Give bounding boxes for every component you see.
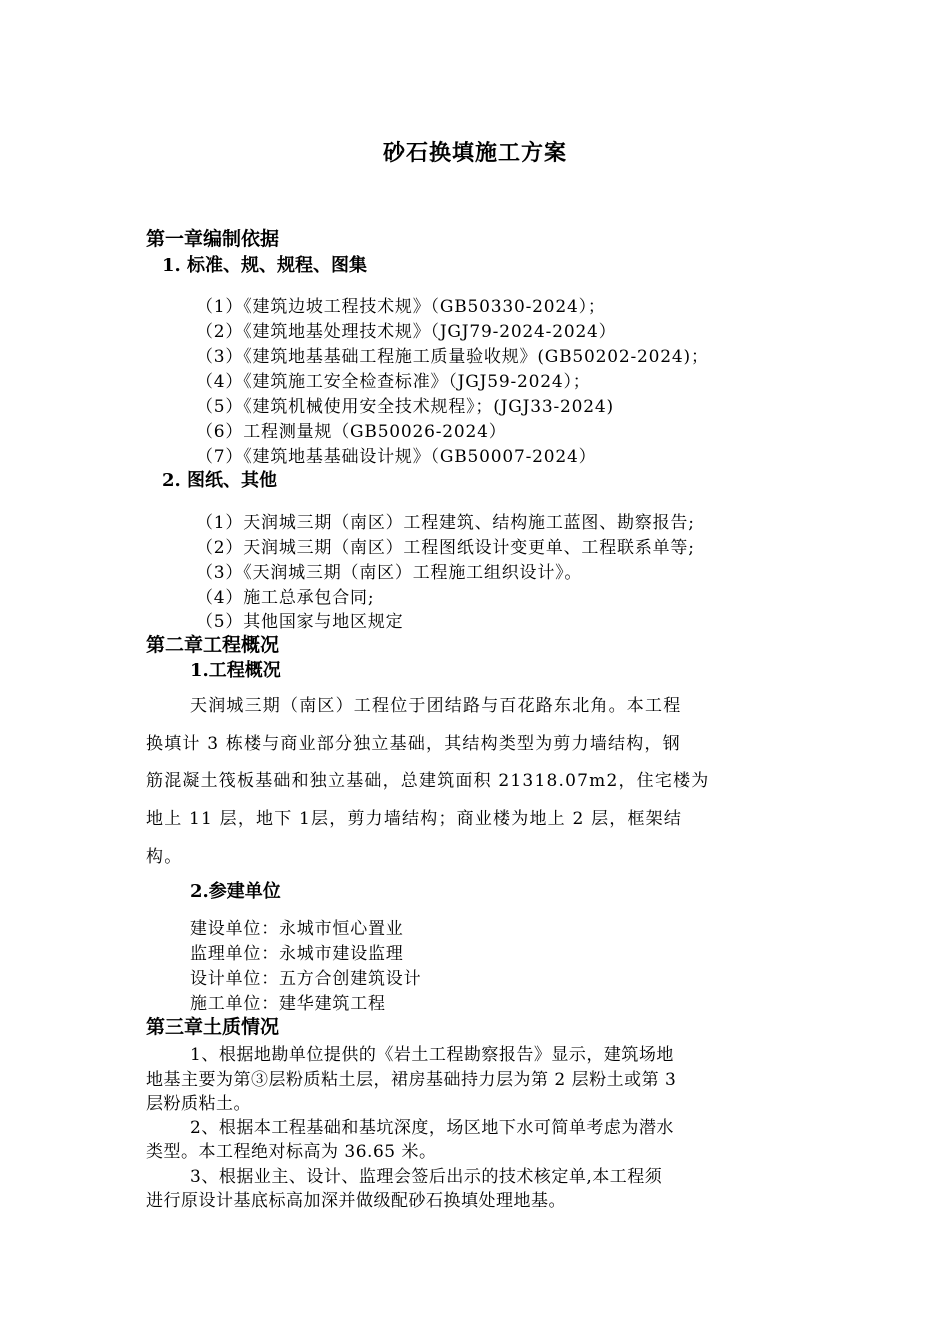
participant-unit: 设计单位：五方合创建筑设计 <box>190 969 422 989</box>
reference-item: （5）其他国家与地区规定 <box>196 612 404 632</box>
reference-item: （1）天润城三期（南区）工程建筑、结构施工蓝图、勘察报告; <box>196 513 695 533</box>
standard-item: （1）《建筑边坡工程技术规》（GB50330-2024）； <box>196 297 606 317</box>
standard-item: （6）工程测量规（GB50026-2024） <box>196 422 507 442</box>
overview-paragraph-line: 筋混凝土筏板基础和独立基础，总建筑面积 21318.07m2，住宅楼为 <box>146 771 710 791</box>
soil-paragraph-line: 1、根据地勘单位提供的《岩土工程勘察报告》显示，建筑场地 <box>190 1045 674 1065</box>
chapter-2-heading: 第二章工程概况 <box>146 634 280 656</box>
standard-item: （4）《建筑施工安全检查标准》（JGJ59-2024）； <box>196 372 591 392</box>
participant-unit: 建设单位：永城市恒心置业 <box>190 919 404 939</box>
soil-paragraph-line: 地基主要为第③层粉质粘土层，裙房基础持力层为第 2 层粉土或第 3 <box>146 1070 677 1090</box>
overview-paragraph-line: 地上 11 层，地下 1层，剪力墙结构；商业楼为地上 2 层，框架结 <box>146 809 683 829</box>
chapter-1-heading: 第一章编制依据 <box>146 228 280 250</box>
standard-item: （2）《建筑地基处理技术规》（JGJ79-2024-2024） <box>196 322 617 342</box>
standard-item: （5）《建筑机械使用安全技术规程》；(JGJ33-2024) <box>196 397 614 417</box>
standard-item: （7）《建筑地基基础设计规》（GB50007-2024） <box>196 447 597 467</box>
reference-item: （4）施工总承包合同; <box>196 588 375 608</box>
participant-unit: 监理单位：永城市建设监理 <box>190 944 404 964</box>
section-2-1-heading: 1.工程概况 <box>190 660 281 681</box>
chapter-3-heading: 第三章土质情况 <box>146 1016 280 1038</box>
overview-paragraph-line: 构。 <box>146 847 183 867</box>
soil-paragraph-line: 进行原设计基底标高加深并做级配砂石换填处理地基。 <box>146 1191 566 1211</box>
soil-paragraph-line: 类型。本工程绝对标高为 36.65 米。 <box>146 1142 437 1162</box>
section-2-2-heading: 2.参建单位 <box>190 881 281 902</box>
document-title: 砂石换填施工方案 <box>382 140 567 166</box>
participant-unit: 施工单位：建华建筑工程 <box>190 994 386 1014</box>
reference-item: （3）《天润城三期（南区）工程施工组织设计》。 <box>196 563 583 583</box>
soil-paragraph-line: 2、根据本工程基础和基坑深度，场区地下水可简单考虑为潜水 <box>190 1118 674 1138</box>
standard-item: （3）《建筑地基基础工程施工质量验收规》(GB50202-2024)； <box>196 347 709 367</box>
section-1-1-heading: 1. 标准、规、规程、图集 <box>162 255 368 276</box>
overview-paragraph-line: 换填计 3 栋楼与商业部分独立基础，其结构类型为剪力墙结构，钢 <box>146 734 681 754</box>
overview-paragraph-line: 天润城三期（南区）工程位于团结路与百花路东北角。本工程 <box>190 696 682 716</box>
soil-paragraph-line: 层粉质粘土。 <box>146 1094 251 1114</box>
reference-item: （2）天润城三期（南区）工程图纸设计变更单、工程联系单等; <box>196 538 695 558</box>
section-1-2-heading: 2. 图纸、其他 <box>162 470 278 491</box>
soil-paragraph-line: 3、根据业主、设计、监理会签后出示的技术核定单,本工程须 <box>190 1167 663 1187</box>
